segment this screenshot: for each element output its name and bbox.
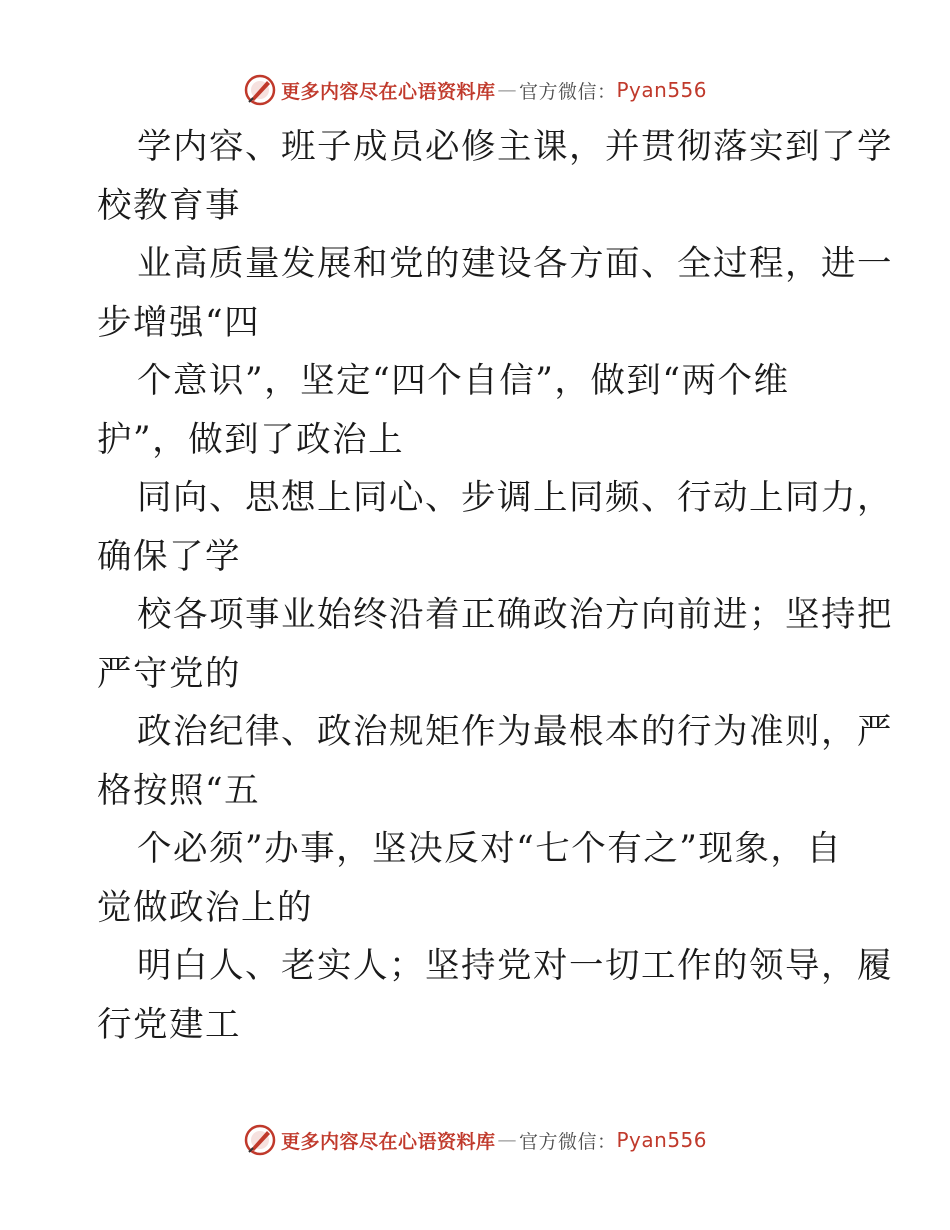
text-line: 明白人、老实人；坚持党对一切工作的领导，履	[137, 946, 893, 986]
text-line: 行党建工	[97, 1004, 241, 1045]
footer-banner	[0, 1120, 950, 1160]
banner-wechat-id: Pyan556	[616, 78, 708, 102]
banner-wechat-id: Pyan556	[616, 1128, 708, 1152]
banner-dash: —	[497, 1129, 517, 1151]
text-line: 严守党的	[97, 653, 241, 694]
text-line: 格按照“五	[97, 770, 261, 811]
text-line: 个意识”，坚定“四个自信”，做到“两个维	[137, 361, 790, 401]
banner-wechat-label: 官方微信：	[518, 1130, 617, 1153]
header-banner	[0, 70, 950, 110]
banner-wechat-label: 官方微信：	[518, 80, 617, 103]
text-line: 觉做政治上的	[97, 887, 313, 928]
text-line: 校各项事业始终沿着正确政治方向前进；坚持把	[137, 595, 893, 635]
quill-seal-logo-icon	[243, 73, 277, 107]
document-body	[97, 118, 893, 1054]
banner-brand-text: 更多内容尽在心语资料库	[280, 1130, 496, 1153]
quill-seal-logo-icon	[243, 1123, 277, 1157]
text-line: 学内容、班子成员必修主课，并贯彻落实到了学	[137, 127, 893, 167]
banner-dash: —	[497, 79, 517, 101]
text-line: 步增强“四	[97, 302, 261, 343]
text-line: 护”，做到了政治上	[97, 419, 405, 460]
banner-brand-text: 更多内容尽在心语资料库	[280, 80, 496, 103]
text-line: 确保了学	[97, 536, 241, 577]
text-line: 政治纪律、政治规矩作为最根本的行为准则，严	[137, 712, 893, 752]
text-line: 业高质量发展和党的建设各方面、全过程，进一	[137, 244, 893, 284]
text-line: 同向、思想上同心、步调上同频、行动上同力，	[137, 478, 893, 518]
text-line: 个必须”办事，坚决反对“七个有之”现象，自	[137, 829, 843, 869]
text-line: 校教育事	[97, 185, 241, 226]
